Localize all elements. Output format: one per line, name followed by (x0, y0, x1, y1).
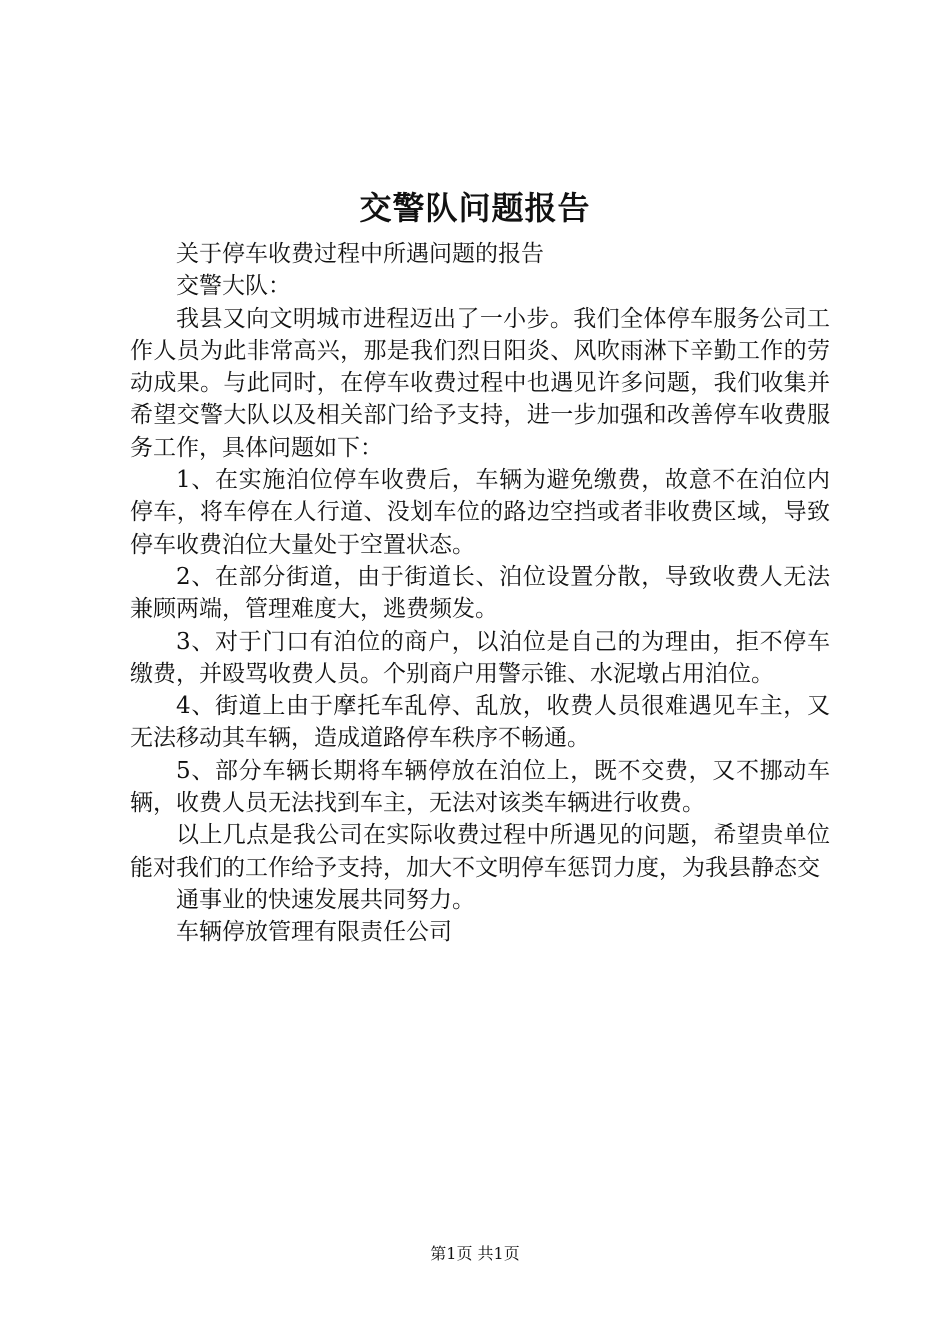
report-subtitle: 关于停车收费过程中所遇问题的报告 (176, 241, 544, 267)
paragraph-intro: 我县又向文明城市进程迈出了一小步。我们全体停车服务公司工作人员为此非常高兴，那是我们烈日阳炎、风吹雨淋下辛勤工作的劳动成果。与此同时，在停车收费过程中也遇见许多问题，我们收集并希望交警大队以及相关部门给予支持，进一步加强和改善停车收费服务工作，具体问题如下： (130, 305, 830, 461)
signature: 车辆停放管理有限责任公司 (176, 919, 452, 946)
paragraph-issue-5: 5、部分车辆长期将车辆停放在泊位上，既不交费，又不挪动车辆，收费人员无法找到车主，无法对该类车辆进行收费。 (130, 757, 830, 817)
page-number: 第1页 共1页 (430, 1244, 520, 1263)
paragraph-issue-3: 3、对于门口有泊位的商户，以泊位是自己的为理由，拒不停车缴费，并殴骂收费人员。个别商户用警示锥、水泥墩占用泊位。 (130, 628, 830, 687)
document-body (130, 238, 830, 949)
paragraph-issue-4: 4、街道上由于摩托车乱停、乱放，收费人员很难遇见车主，又无法移动其车辆，造成道路停车秩序不畅通。 (130, 693, 830, 752)
document-title: 交警队问题报告 (359, 189, 591, 227)
paragraph-conclusion: 以上几点是我公司在实际收费过程中所遇见的问题，希望贵单位能对我们的工作给予支持，加大不文明停车惩罚力度，为我县静态交 (130, 822, 830, 881)
paragraph-issue-2: 2、在部分街道，由于街道长、泊位设置分散，导致收费人无法兼顾两端，管理难度大，逃费频发。 (130, 563, 830, 623)
addressee: 交警大队： (176, 273, 291, 300)
paragraph-issue-1: 1、在实施泊位停车收费后，车辆为避免缴费，故意不在泊位内停车，将车停在人行道、没划车位的路边空挡或者非收费区域，导致停车收费泊位大量处于空置状态。 (130, 467, 830, 558)
paragraph-conclusion-cont: 通事业的快速发展共同努力。 (176, 886, 475, 913)
